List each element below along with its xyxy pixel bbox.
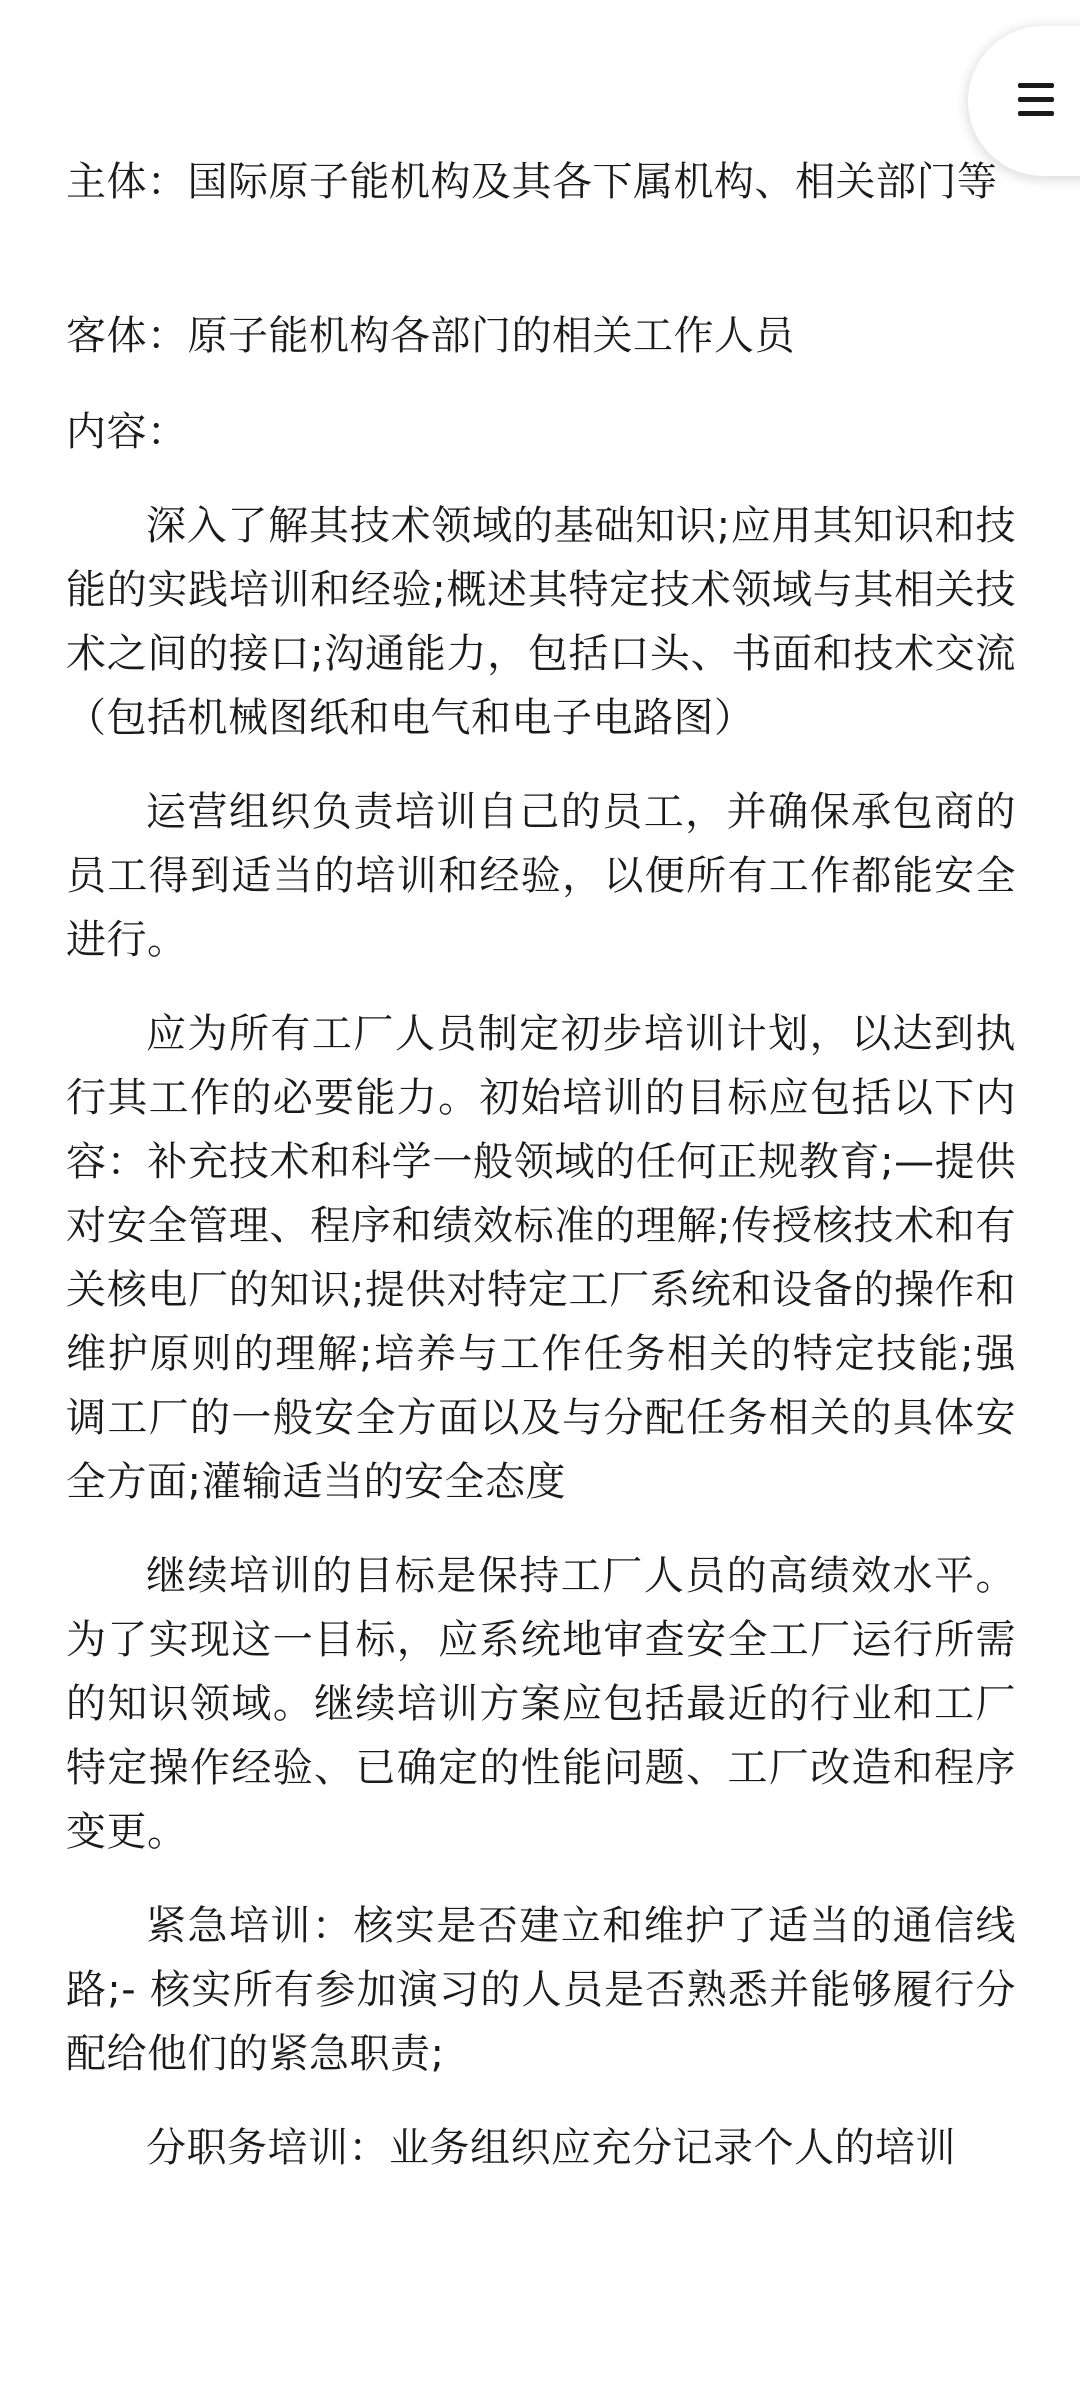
content-label: 内容： — [66, 409, 188, 455]
paragraph-operator-training: 运营组织负责培训自己的员工，并确保承包商的员工得到适当的培训和经验，以便所有工作都能安全进行。 — [66, 789, 1016, 963]
article-body — [66, 150, 1016, 2180]
hamburger-menu-icon — [1018, 83, 1054, 117]
paragraph-emergency-training: 紧急培训：核实是否建立和维护了适当的通信线路;- 核实所有参加演习的人员是否熟悉并能够履行分配给他们的紧急职责; — [66, 1903, 1016, 2077]
object-line: 客体：原子能机构各部门的相关工作人员 — [66, 313, 795, 359]
paragraph-initial-training: 应为所有工厂人员制定初步培训计划，以达到执行其工作的必要能力。初始培训的目标应包括以下内容：补充技术和科学一般领域的任何正规教育;—提供对安全管理、程序和绩效标准的理解;传授核技术和有关核电厂的知识;提供对特定工厂系统和设备的操作和维护原则的理解;培养与工作任务相关的特定技能;强调工厂的一般安全方面以及与分配任务相关的具体安全方面;灌输适当的安全态度 — [66, 1011, 1016, 1505]
paragraph-role-training: 分职务培训：业务组织应充分记录个人的培训 — [146, 2125, 956, 2171]
paragraph-foundation-knowledge: 深入了解其技术领域的基础知识;应用其知识和技能的实践培训和经验;概述其特定技术领域与其相关技术之间的接口;沟通能力，包括口头、书面和技术交流（包括机械图纸和电气和电子电路图） — [66, 503, 1016, 741]
paragraph-continuing-training: 继续培训的目标是保持工厂人员的高绩效水平。为了实现这一目标，应系统地审查安全工厂运行所需的知识领域。继续培训方案应包括最近的行业和工厂特定操作经验、已确定的性能问题、工厂改造和程序变更。 — [66, 1553, 1016, 1855]
subject-line: 主体：国际原子能机构及其各下属机构、相关部门等 — [66, 159, 998, 205]
